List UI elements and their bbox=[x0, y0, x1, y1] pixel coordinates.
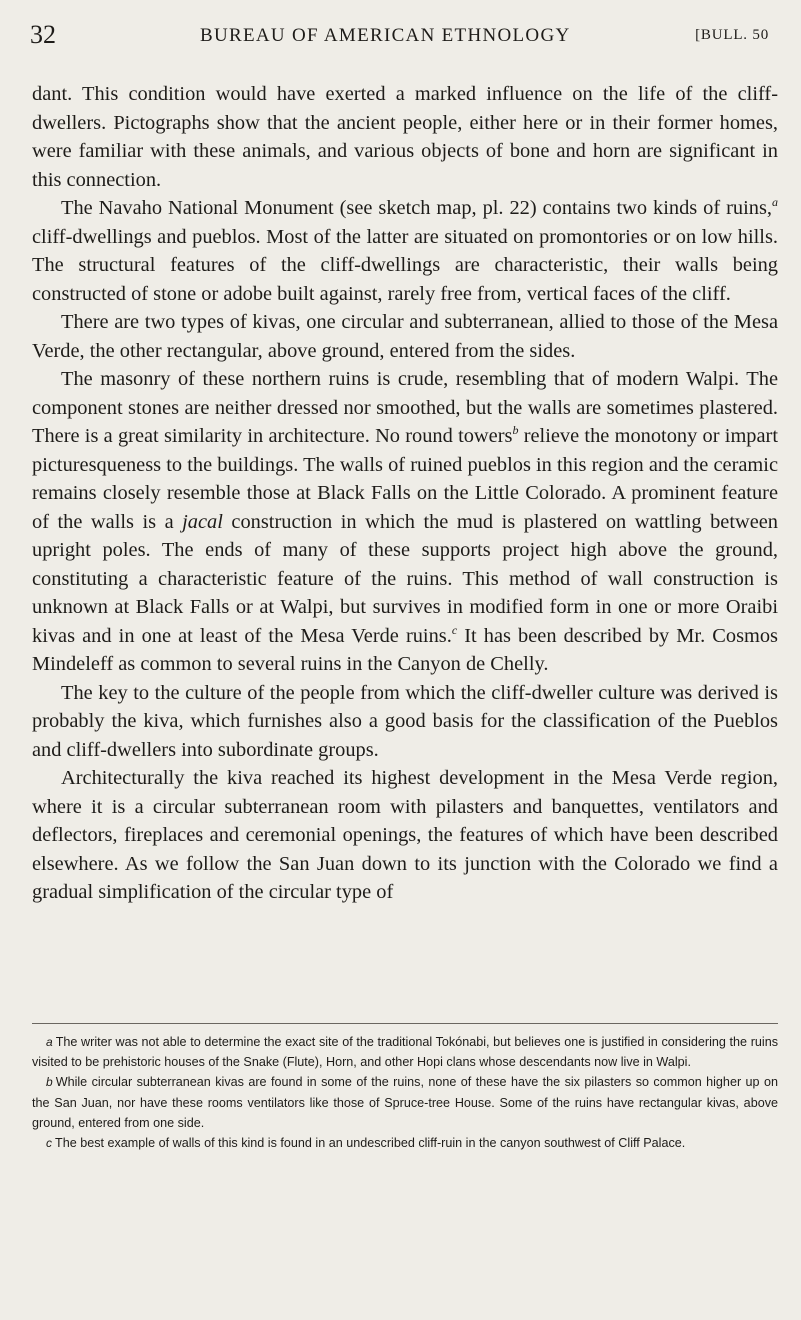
paragraph-5: The key to the culture of the people from which the cliff-dweller culture was derived is probably the kiva, which furnishes also a good basis for the classification of the Pueblos and cliff-dwellers into subordinate groups. bbox=[32, 681, 778, 761]
paragraph-3: There are two types of kivas, one circular and subterranean, allied to those of the Mesa Verde, the other rectangular, above ground, entered from the sides. bbox=[32, 311, 778, 362]
italic-term: jacal bbox=[182, 510, 223, 533]
footnote-mark: c bbox=[46, 1136, 52, 1151]
paragraph-4-text-d: It has been described by Mr. Cosmos Mindeleff as common to several ruins in the Canyon de Chelly. bbox=[32, 624, 778, 675]
paragraph-2-text-a: The Navaho National Monument (see sketch map, pl. 22) contains two kinds of ruins, bbox=[61, 197, 772, 219]
running-head: BUREAU OF AMERICAN ETHNOLOGY bbox=[200, 25, 571, 46]
footnote-b bbox=[32, 1072, 778, 1133]
paragraph-2-text-b: cliff-dwellings and pueblos. Most of the latter are situated on promontories or on low hills. The structural features of the cliff-dwellings are characteristic, their walls being constructed of stone or adobe built against, rarely free from, vertical faces of the cliff. bbox=[32, 225, 778, 305]
footnote-ref-b: b bbox=[512, 423, 519, 438]
footnote-text: The best example of walls of this kind is found in an undescribed cliff-ruin in the canyon southwest of Cliff Palace. bbox=[55, 1136, 686, 1151]
footnote-a bbox=[32, 1032, 778, 1072]
footnote-ref-a: a bbox=[772, 195, 778, 210]
paragraph-6: Architecturally the kiva reached its highest development in the Mesa Verde region, where it is a circular subterranean room with pilasters and banquettes, ventilators and deflectors, fireplaces and ceremonial openings, the features of which have been described elsewhere. As we follow the San Juan down to its junction with the Colorado we find a gradual simplification of the circular type of bbox=[32, 767, 778, 903]
footnotes bbox=[32, 1032, 778, 1153]
paragraph-4-text-b: relieve the monotony or impart picturesqueness to the buildings. The walls of ruined pueblos in this region and the ceramic remains closely resemble those at Black Falls on the Little Colorado. A prominent feature of the walls is a bbox=[32, 425, 779, 533]
body-text bbox=[32, 80, 778, 907]
page-header bbox=[30, 18, 769, 58]
footnote-text: The writer was not able to determine the exact site of the traditional Tokónabi, but believes one is justified in considering the ruins visited to be prehistoric houses of the Snake (Flute), Horn, and other Hopi clans whose descendants now live in Walpi. bbox=[32, 1035, 778, 1070]
footnote-mark: a bbox=[46, 1035, 53, 1049]
page-number: 32 bbox=[30, 20, 56, 49]
paragraph-4-text-a: The masonry of these northern ruins is crude, resembling that of modern Walpi. The component stones are neither dressed nor smoothed, but the walls are sometimes plastered. There is a great similarity in architecture. No round towers bbox=[32, 368, 778, 447]
footnote-mark: b bbox=[46, 1075, 53, 1090]
bulletin-number: [BULL. 50 bbox=[695, 27, 769, 43]
footnote-c bbox=[32, 1133, 778, 1153]
paragraph-1: dant. This condition would have exerted a marked influence on the life of the cliff-dwellers. Pictographs show that the ancient people, either here or in their former homes, were familiar with these animals, and various objects of bone and horn are significant in this connection. bbox=[32, 83, 778, 191]
footnote-divider bbox=[32, 1023, 778, 1024]
paragraph-4-text-c: construction in which the mud is plastered on wattling between upright poles. The ends of many of these supports project high above the ground, constituting a characteristic feature of the ruins. This method of wall construction is unknown at Black Falls or at Walpi, but survives in modified form in one or more Oraibi kivas and in one at least of the Mesa Verde ruins. bbox=[32, 510, 779, 647]
paragraph-2 bbox=[32, 194, 778, 308]
paragraph-4 bbox=[32, 365, 778, 679]
footnote-text: While circular subterranean kivas are found in some of the ruins, none of these have the six pilasters so common higher up on the San Juan, nor have these rooms ventilators like those of Spruce-tree House. Some of the ruins have rectangular kivas, above ground, entered from one side. bbox=[32, 1075, 778, 1130]
footnote-ref-c: c bbox=[451, 622, 458, 637]
